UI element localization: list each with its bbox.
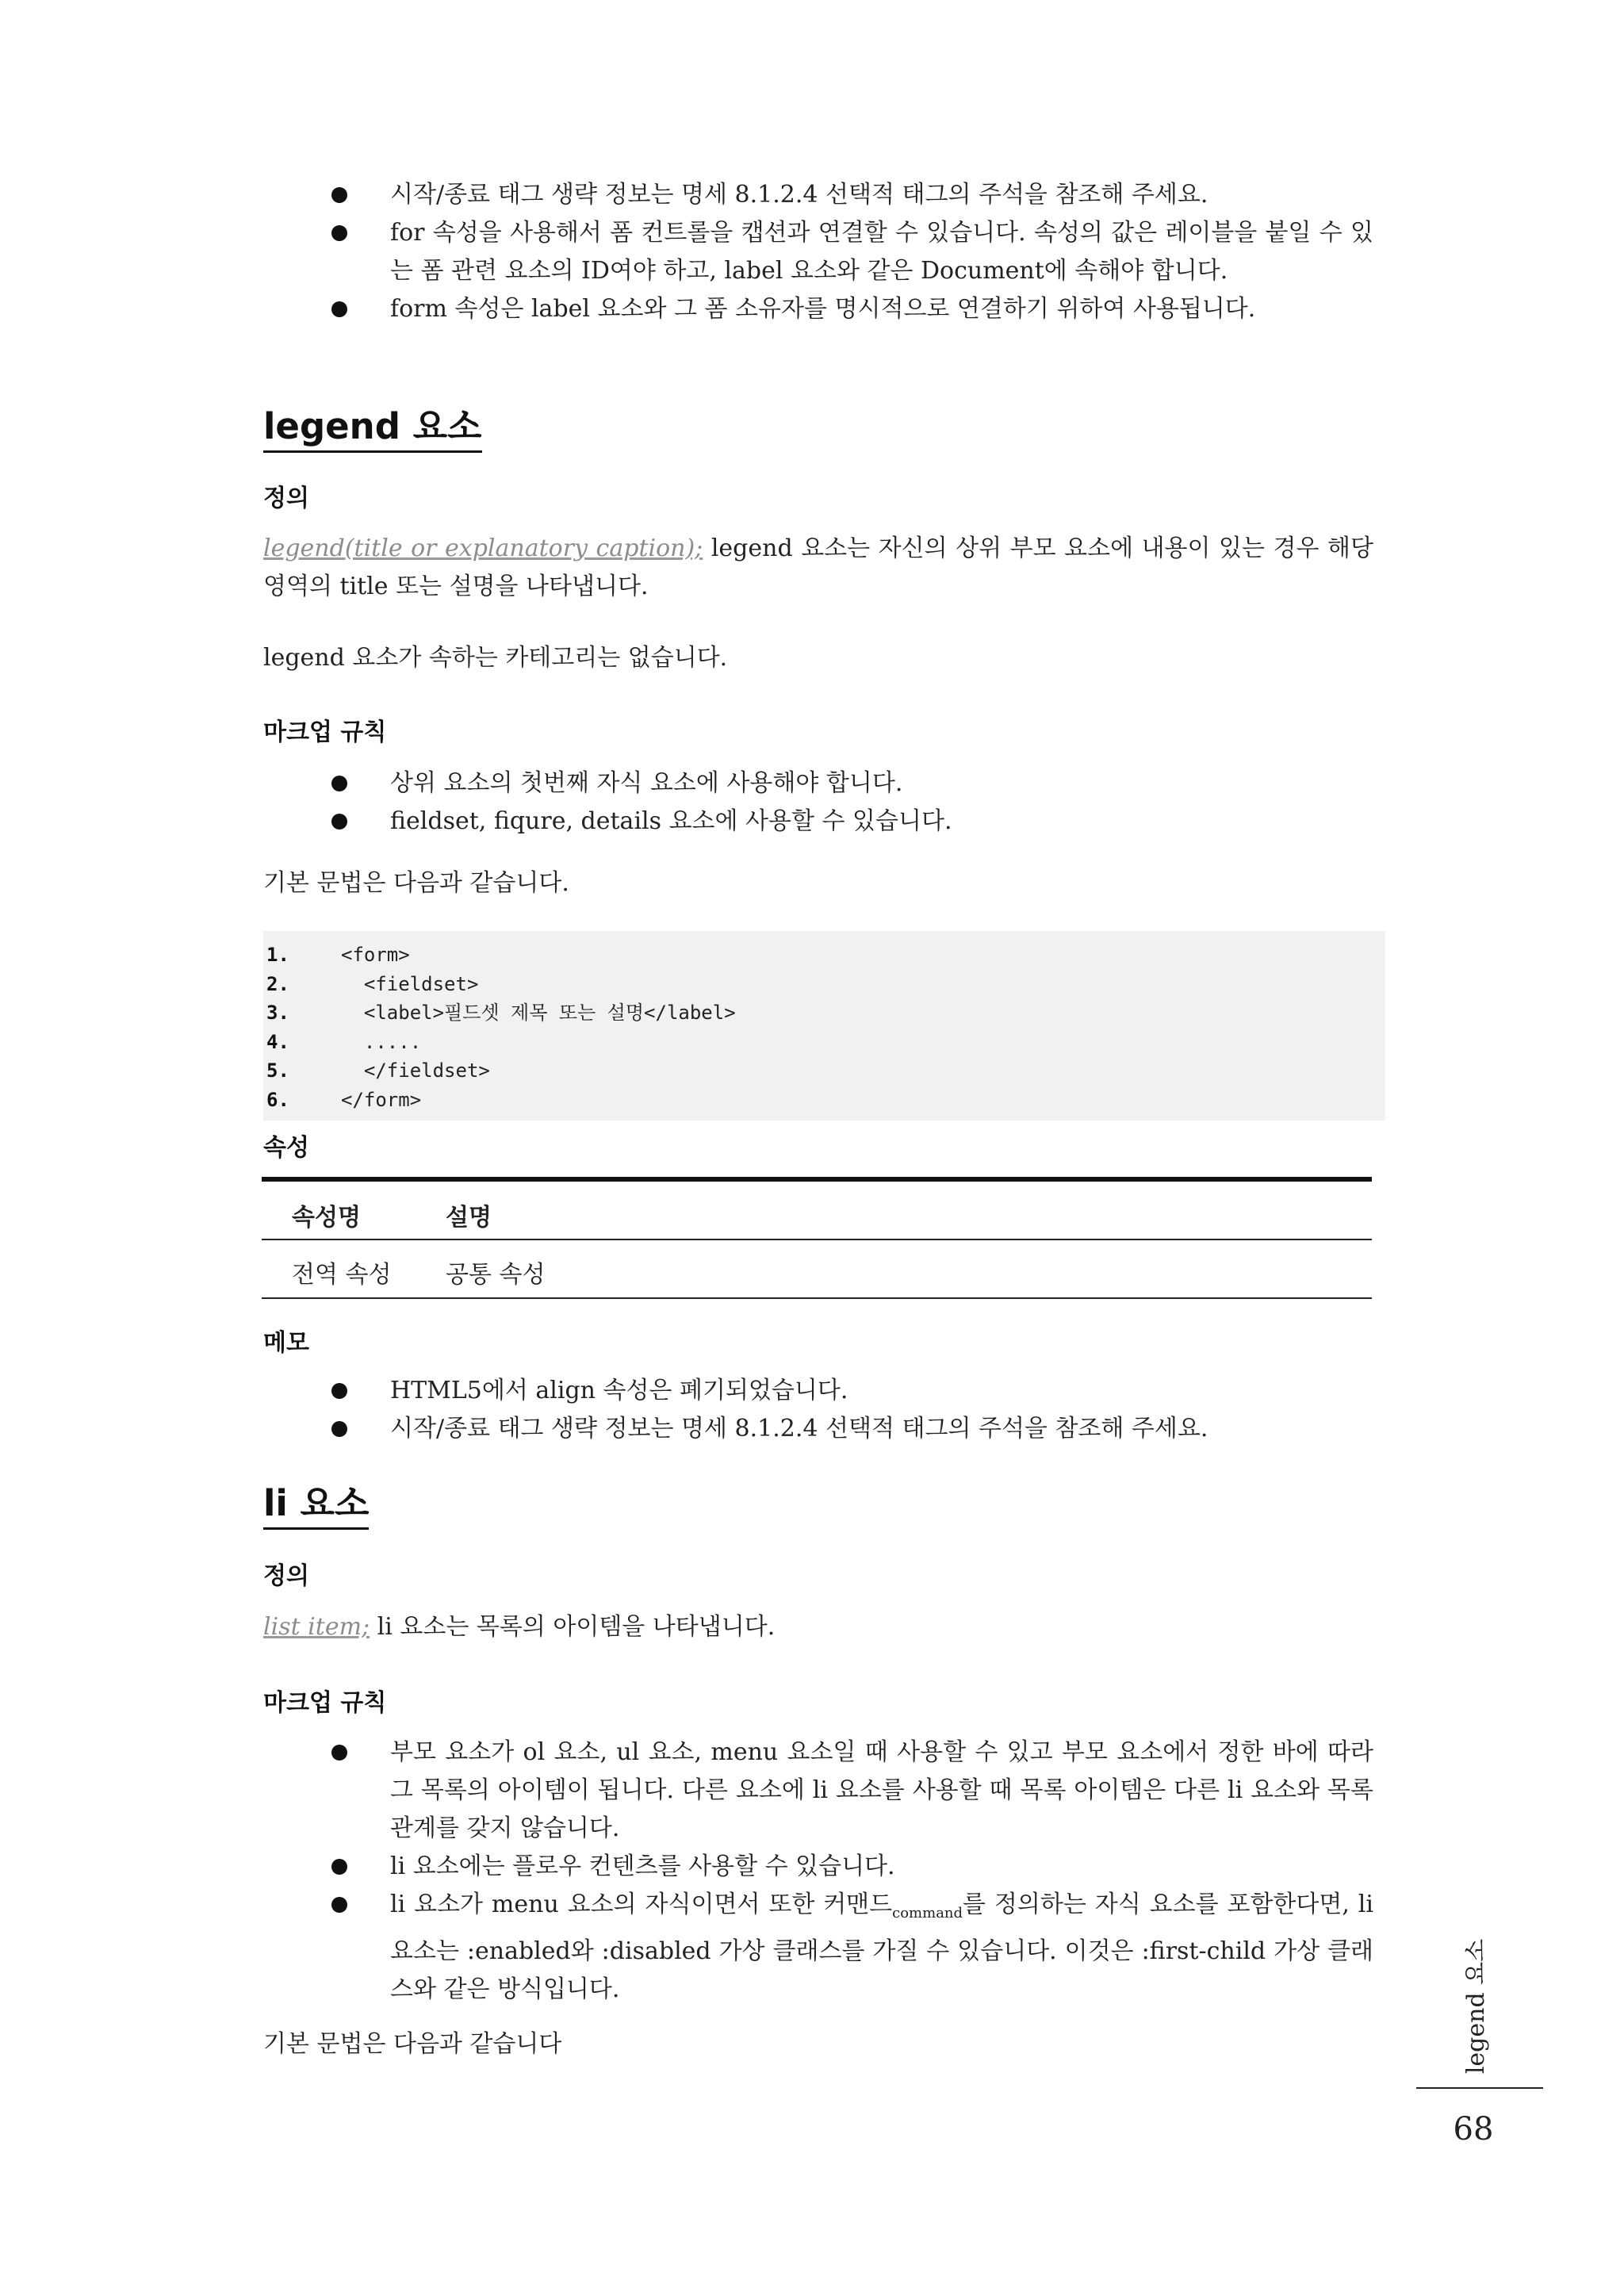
column-header: 속성명 (292, 1204, 361, 1232)
definition-term: list item; (263, 1613, 370, 1641)
list-item: form 속성은 label 요소와 그 폼 소유자를 명시적으로 연결하기 위하여 사용됩니다. (263, 290, 1373, 328)
list-item: li 요소가 menu 요소의 자식이면서 또한 커맨드$_{command}$를 정의하는 자식 요소를 포함한다면, li 요소는 :enabled와 :disabled 가상 클래스를 가질 수 있습니다. 이것은 :first-child 가상 클래스와 같은 방식입니다. (263, 1886, 1373, 2009)
legend-definition-heading: 정의 (263, 485, 309, 512)
definition-term: legend(title or explanatory caption); (263, 534, 703, 562)
attribute-table-header (262, 1182, 1372, 1240)
bullet-icon (331, 1745, 347, 1761)
list-item: fieldset, fiqure, details 요소에 사용할 수 있습니다. (263, 803, 1373, 841)
bullet-icon (331, 776, 347, 791)
legend-category-text: legend 요소가 속하는 카테고리는 없습니다. (263, 644, 728, 672)
legend-syntax-text: 기본 문법은 다음과 같습니다. (263, 869, 569, 897)
bullet-icon (331, 187, 347, 203)
bullet-icon (331, 1859, 347, 1875)
bullet-icon (331, 225, 347, 241)
table-cell: 공통 속성 (446, 1261, 546, 1289)
attribute-table (262, 1177, 1372, 1299)
list-item: 시작/종료 태그 생략 정보는 명세 8.1.2.4 선택적 태그의 주석을 참조해 주세요. (263, 1410, 1373, 1448)
legend-attribute-heading: 속성 (263, 1134, 309, 1162)
bullet-icon (331, 1897, 347, 1913)
li-markup-heading: 마크업 규칙 (263, 1689, 387, 1717)
code-line: 2. <fieldset> (266, 972, 479, 995)
legend-markup-heading: 마크업 규칙 (263, 718, 387, 746)
footer-rule (1416, 2087, 1543, 2089)
list-item: 부모 요소가 ol 요소, ul 요소, menu 요소일 때 사용할 수 있고 부모 요소에서 정한 바에 따라 그 목록의 아이템이 됩니다. 다른 요소에 li 요소를 사용할 때 목록 아이템은 다른 li 요소와 목록 관계를 갖지 않습니다. (263, 1734, 1373, 1848)
list-item: HTML5에서 align 속성은 폐기되었습니다. (263, 1372, 1373, 1410)
legend-heading: legend 요소 (263, 404, 482, 453)
li-markup-bullets (263, 1734, 1373, 2009)
legend-definition: legend(title or explanatory caption); legend 요소는 자신의 상위 부모 요소에 내용이 있는 경우 해당 영역의 title 또는 설명을 나타냅니다. (263, 534, 1373, 600)
bullet-icon (331, 301, 347, 317)
legend-markup-bullets (263, 764, 1373, 841)
column-header: 설명 (446, 1204, 492, 1232)
code-line: 5. </fieldset> (266, 1059, 490, 1082)
li-heading: li 요소 (263, 1481, 369, 1530)
legend-memo-bullets (263, 1372, 1373, 1448)
list-item: for 속성을 사용해서 폼 컨트롤을 캡션과 연결할 수 있습니다. 속성의 값은 레이블을 붙일 수 있는 폼 관련 요소의 ID여야 하고, label 요소와 같은 Document에 속해야 합니다. (263, 214, 1373, 290)
li-syntax-text: 기본 문법은 다음과 같습니다 (263, 2030, 562, 2058)
li-definition: list item; li 요소는 목록의 아이템을 나타냅니다. (263, 1613, 776, 1641)
legend-memo-heading: 메모 (263, 1329, 309, 1357)
list-item: 시작/종료 태그 생략 정보는 명세 8.1.2.4 선택적 태그의 주석을 참조해 주세요. (263, 176, 1373, 214)
li-definition-heading: 정의 (263, 1562, 309, 1590)
code-line: 4. ..... (266, 1030, 422, 1053)
bullet-icon (331, 814, 347, 829)
code-line: 6. </form> (266, 1088, 422, 1111)
list-item: 상위 요소의 첫번째 자식 요소에 사용해야 합니다. (263, 764, 1373, 803)
table-row (262, 1240, 1372, 1299)
list-item: li 요소에는 플로우 컨텐츠를 사용할 수 있습니다. (263, 1848, 1373, 1886)
code-line: 3. <label>필드셋 제목 또는 설명</label> (266, 1002, 736, 1024)
table-cell: 전역 속성 (292, 1261, 392, 1289)
running-section-label: legend 요소 (1462, 1938, 1490, 2075)
top-bullet-list (263, 176, 1373, 328)
page-number: 68 (1453, 2111, 1494, 2147)
bullet-icon (331, 1383, 347, 1399)
subscript-text: command (892, 1905, 963, 1921)
code-line: 1. <form> (266, 944, 410, 966)
code-block (263, 931, 1385, 1121)
bullet-icon (331, 1421, 347, 1437)
